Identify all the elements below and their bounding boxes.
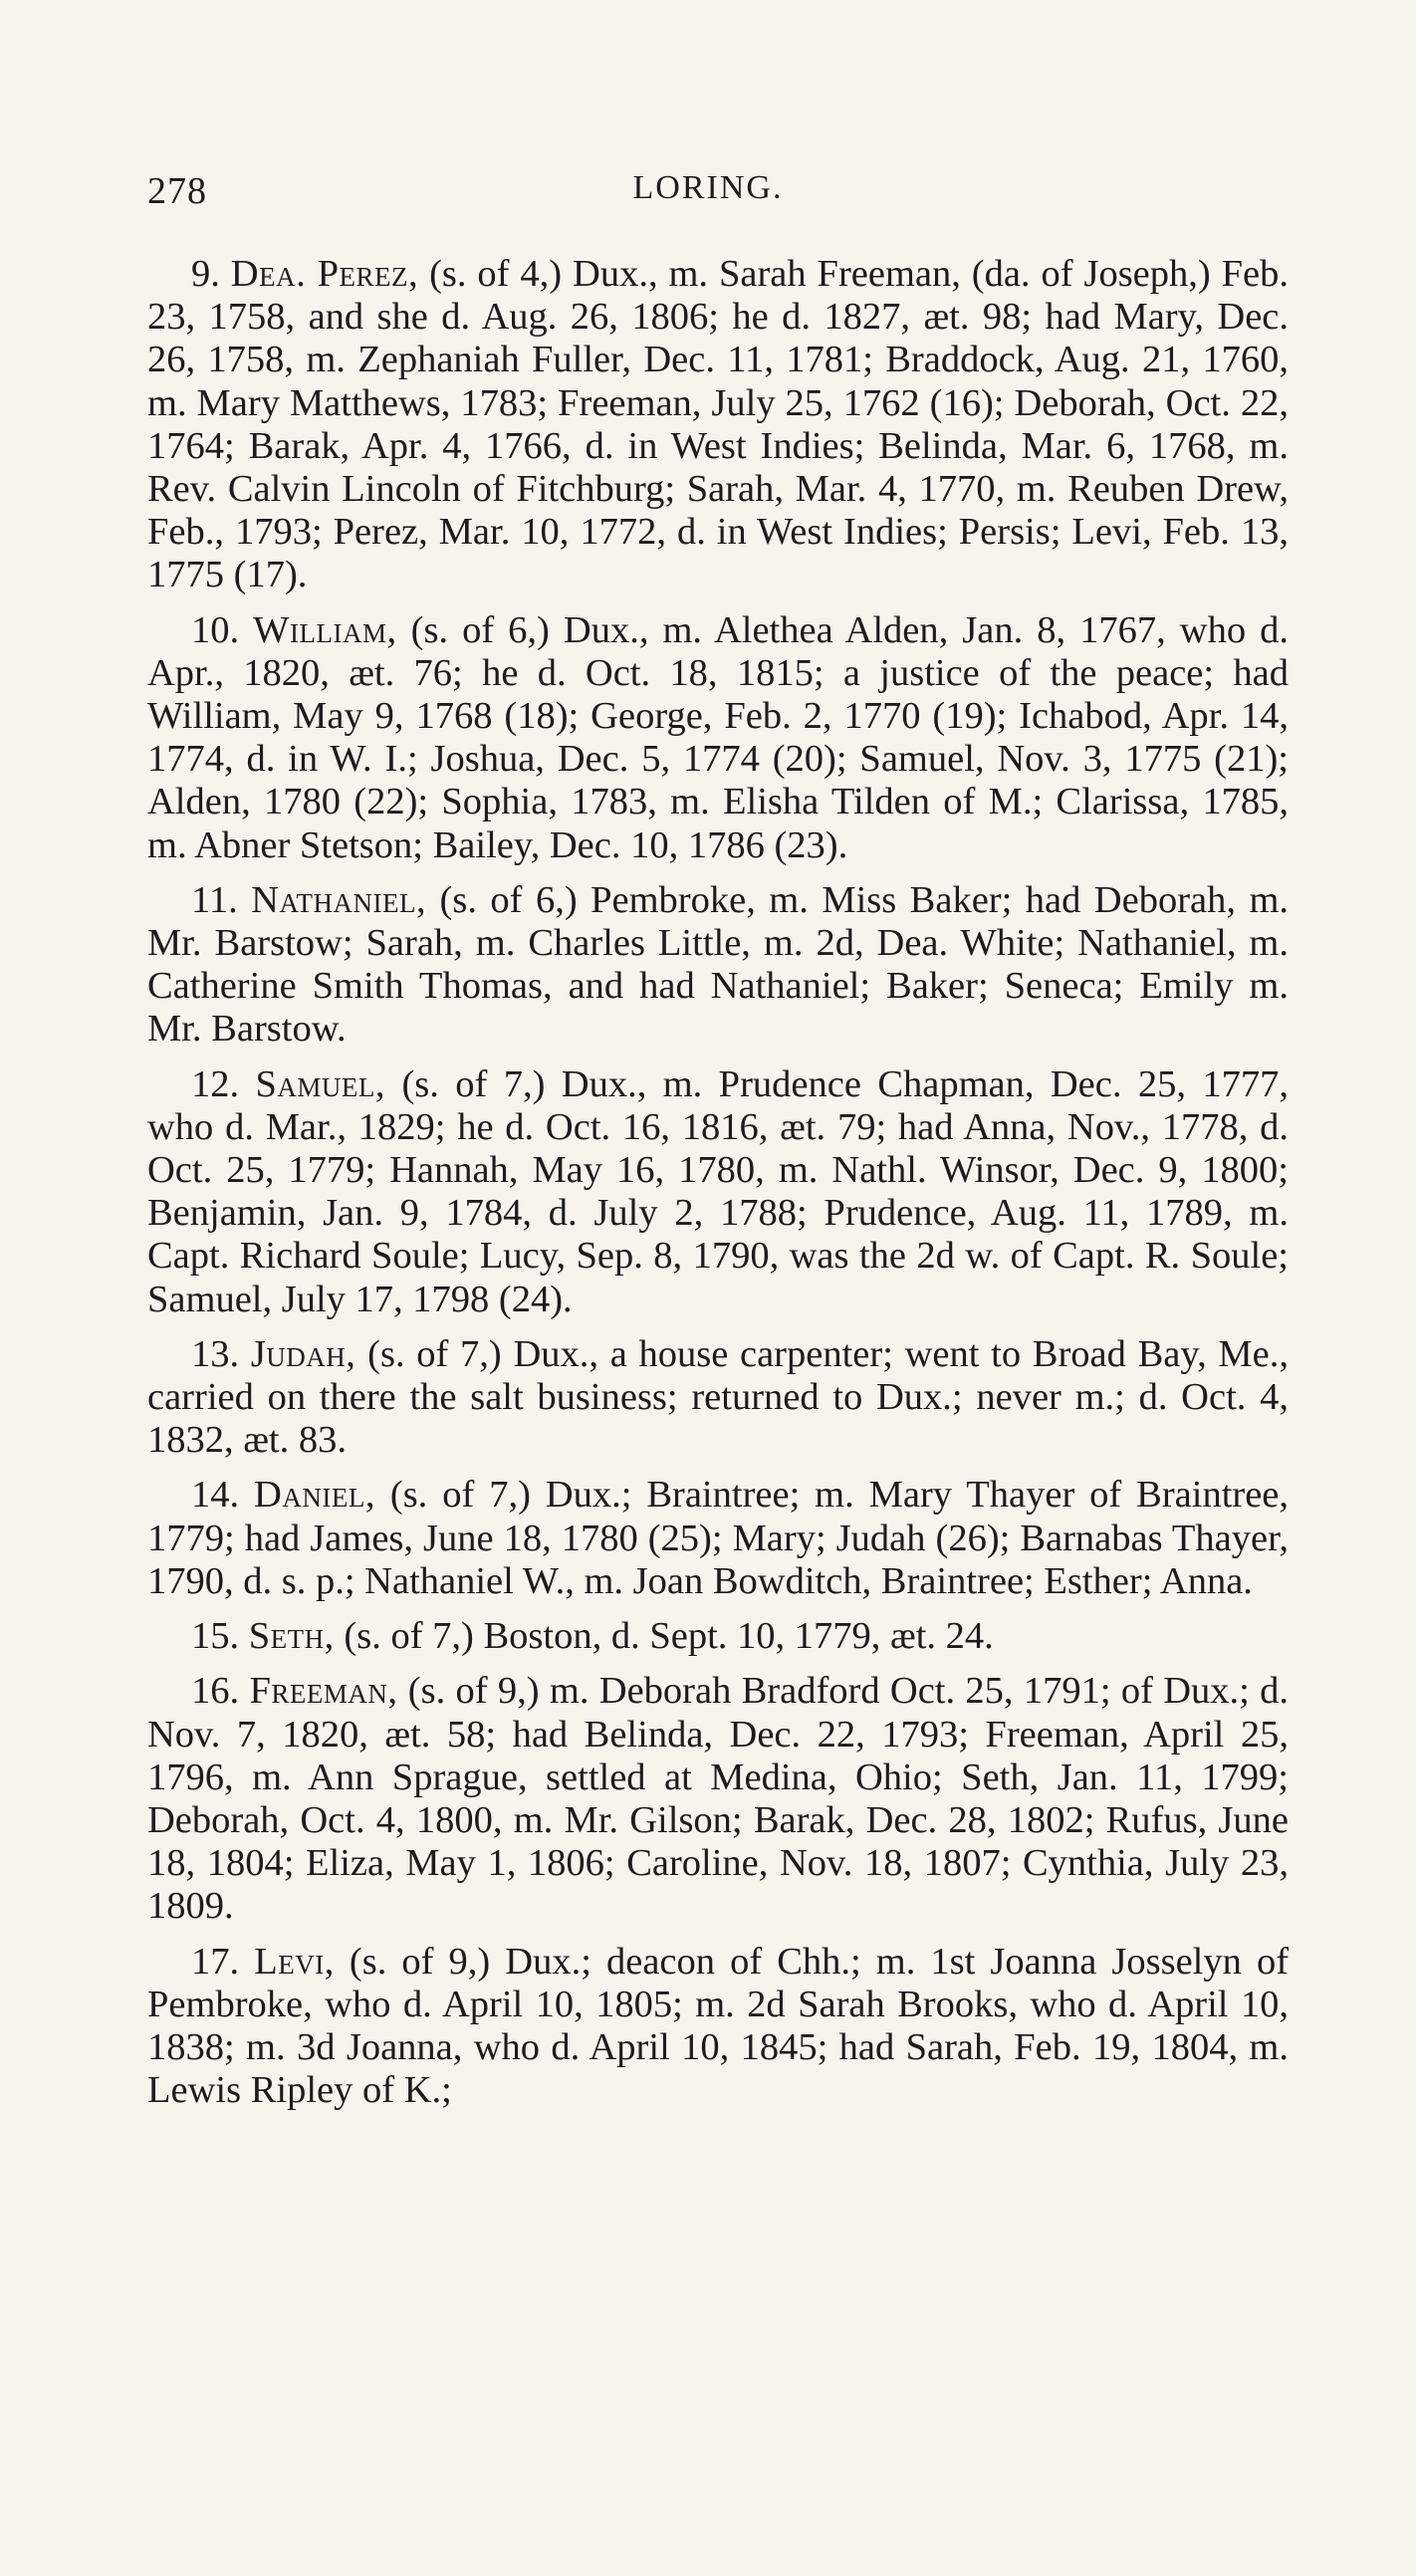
entry-text: (s. of 6,) Dux., m. Alethea Alden, Jan. 8, 1767, who d. Apr., 1820, æt. 76; he d. Oct. 18, 1815; a justice of the peace; had William, May 9, 1768 (18); George, Feb. 2, 1770 (19); Ichabod, Apr. 14, 1774, d. in W. I.; Joshua, Dec. 5, 1774 (20); Samuel, Nov. 3, 1775 (21); Alden, 1780 (22); Sophia, 1783, m. Elisha Tilden of M.; Clarissa, 1785, m. Abner Stetson; Bailey, Dec. 10, 1786 (23). (147, 608, 1290, 866)
running-title: LORING. (632, 169, 784, 206)
entry-15 (147, 1615, 1289, 1658)
entry-number: 14. (191, 1474, 240, 1517)
entry-number: 17. (191, 1940, 240, 1983)
entry-text: (s. of 7,) Dux., a house carpenter; went to Broad Bay, Me., carried on there the salt business; returned to Dux.; never m.; d. Oct. 4, 1832, æt. 83. (147, 1332, 1289, 1462)
page-header (147, 169, 1269, 229)
entry-name: Levi, (254, 1940, 335, 1983)
entry-16 (147, 1670, 1289, 1928)
entry-text: (s. of 9,) m. Deborah Bradford Oct. 25, 1791; of Dux.; d. Nov. 7, 1820, æt. 58; had Belinda, Dec. 22, 1793; Freeman, April 25, 1796, m. Ann Sprague, settled at Medina, Ohio; Seth, Jan. 11, 1799; Deborah, Oct. 4, 1800, m. Mr. Gilson; Barak, Dec. 28, 1802; Rufus, June 18, 1804; Eliza, May 1, 1806; Caroline, Nov. 18, 1807; Cynthia, July 23, 1809. (147, 1670, 1290, 1928)
entry-number: 10. (191, 608, 240, 651)
entry-17 (147, 1941, 1289, 2113)
entry-name: Freeman, (249, 1670, 398, 1713)
genealogy-entries (147, 253, 1289, 2124)
entry-number: 12. (191, 1062, 240, 1105)
entry-text: (s. of 7,) Boston, d. Sept. 10, 1779, æt. 24. (344, 1615, 994, 1658)
entry-name: Samuel, (255, 1062, 386, 1105)
entry-number: 13. (191, 1332, 240, 1375)
entry-number: 15. (191, 1615, 240, 1658)
entry-14 (147, 1474, 1289, 1603)
entry-11 (147, 879, 1289, 1052)
entry-number: 9. (191, 253, 220, 295)
entry-text: (s. of 6,) Pembroke, m. Miss Baker; had Deborah, m. Mr. Barstow; Sarah, m. Charles Little, m. 2d, Dea. White; Nathaniel, m. Catherine Smith Thomas, and had Nathaniel; Baker; Seneca; Emily m. Mr. Barstow. (147, 878, 1290, 1051)
entry-name: Judah, (250, 1332, 356, 1375)
entry-name: Daniel, (254, 1474, 375, 1517)
entry-name: Nathaniel, (251, 878, 427, 921)
entry-13 (147, 1333, 1289, 1463)
entry-number: 16. (191, 1670, 240, 1713)
page-number: 278 (147, 170, 207, 212)
entry-name: Dea. Perez, (230, 253, 419, 295)
entry-10 (147, 609, 1289, 867)
entry-name: Seth, (248, 1615, 335, 1658)
entry-text: (s. of 9,) Dux.; deacon of Chh.; m. 1st Joanna Josselyn of Pembroke, who d. April 10, 1805; m. 2d Sarah Brooks, who d. April 10, 1838; m. 3d Joanna, who d. April 10, 1845; had Sarah, Feb. 19, 1804, m. Lewis Ripley of K.; (147, 1940, 1290, 2112)
entry-text: (s. of 4,) Dux., m. Sarah Freeman, (da. of Joseph,) Feb. 23, 1758, and she d. Aug. 26, 1806; he d. 1827, æt. 98; had Mary, Dec. 26, 1758, m. Zephaniah Fuller, Dec. 11, 1781; Braddock, Aug. 21, 1760, m. Mary Matthews, 1783; Freeman, July 25, 1762 (16); Deborah, Oct. 22, 1764; Barak, Apr. 4, 1766, d. in West Indies; Belinda, Mar. 6, 1768, m. Rev. Calvin Lincoln of Fitchburg; Sarah, Mar. 4, 1770, m. Reuben Drew, Feb., 1793; Perez, Mar. 10, 1772, d. in West Indies; Persis; Levi, Feb. 13, 1775 (17). (147, 253, 1290, 596)
entry-text: (s. of 7,) Dux.; Braintree; m. Mary Thayer of Braintree, 1779; had James, June 18, 1780 (25); Mary; Judah (26); Barnabas Thayer, 1790, d. s. p.; Nathaniel W., m. Joan Bowditch, Braintree; Esther; Anna. (147, 1474, 1290, 1602)
entry-12 (147, 1063, 1289, 1321)
entry-text: (s. of 7,) Dux., m. Prudence Chapman, Dec. 25, 1777, who d. Mar., 1829; he d. Oct. 16, 1816, æt. 79; had Anna, Nov., 1778, d. Oct. 25, 1779; Hannah, May 16, 1780, m. Nathl. Winsor, Dec. 9, 1800; Benjamin, Jan. 9, 1784, d. July 2, 1788; Prudence, Aug. 11, 1789, m. Capt. Richard Soule; Lucy, Sep. 8, 1790, was the 2d w. of Capt. R. Soule; Samuel, July 17, 1798 (24). (147, 1062, 1290, 1320)
entry-name: William, (253, 608, 397, 651)
entry-9 (147, 253, 1289, 597)
entry-number: 11. (191, 878, 238, 921)
